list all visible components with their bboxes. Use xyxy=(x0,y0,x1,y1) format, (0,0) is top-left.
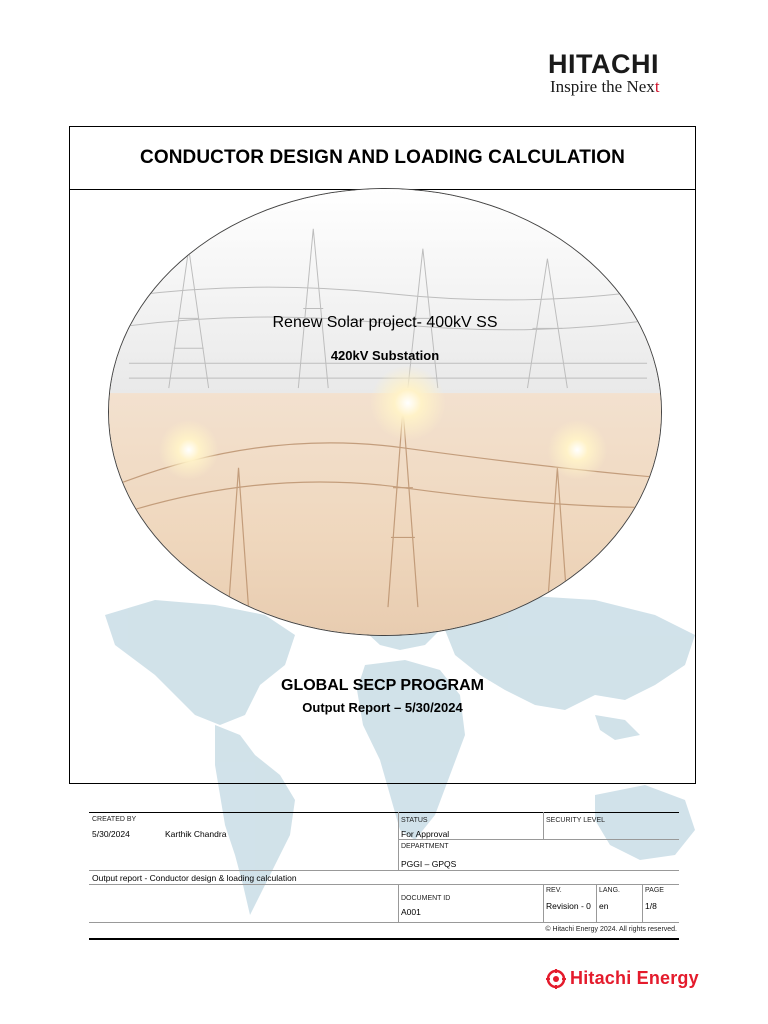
hitachi-brand: HITACHI xyxy=(548,49,659,79)
security-level-label: SECURITY LEVEL xyxy=(546,817,606,824)
tagline-main: Inspire the Nex xyxy=(550,77,655,96)
table-divider xyxy=(596,884,597,922)
table-divider xyxy=(398,812,399,870)
document-id-label: DOCUMENT ID xyxy=(401,895,451,902)
status-label: STATUS xyxy=(401,817,428,824)
page-value: 1/8 xyxy=(645,901,657,911)
table-top-rule xyxy=(89,812,679,813)
page-label: PAGE xyxy=(645,887,664,894)
document-metadata-table xyxy=(89,812,679,940)
document-title: CONDUCTOR DESIGN AND LOADING CALCULATION xyxy=(140,147,625,168)
department-value: PGGI – GPQS xyxy=(401,859,457,869)
table-divider xyxy=(398,884,399,922)
table-bottom-rule xyxy=(89,938,679,940)
substation-photo xyxy=(108,188,662,636)
program-title: GLOBAL SECP PROGRAM xyxy=(281,677,484,694)
document-description: Output report - Conductor design & loading calculation xyxy=(92,873,297,883)
department-label: DEPARTMENT xyxy=(401,843,449,850)
hitachi-logo xyxy=(548,50,698,96)
hitachi-energy-name: Hitachi Energy xyxy=(570,968,699,988)
table-divider xyxy=(89,922,679,923)
substation-illustration xyxy=(109,189,661,635)
created-name: Karthik Chandra xyxy=(165,829,227,839)
lang-label: LANG. xyxy=(599,887,621,894)
created-by-label: CREATED BY xyxy=(92,816,137,823)
tagline-end: t xyxy=(654,77,660,96)
table-divider xyxy=(543,812,544,839)
hitachi-energy-emblem-icon xyxy=(546,969,566,989)
table-divider xyxy=(89,870,679,871)
table-divider xyxy=(399,839,679,840)
table-divider xyxy=(89,884,679,885)
rev-value: Revision - 0 xyxy=(546,901,591,911)
output-report-date: Output Report – 5/30/2024 xyxy=(302,700,463,715)
substation-subtitle: 420kV Substation xyxy=(330,348,440,363)
hitachi-energy-logo xyxy=(546,968,699,989)
table-divider xyxy=(642,884,643,922)
title-band xyxy=(70,127,695,190)
hitachi-tagline xyxy=(550,78,698,96)
status-value: For Approval xyxy=(401,829,450,839)
table-divider xyxy=(543,884,544,922)
created-date: 5/30/2024 xyxy=(92,829,130,839)
lang-value: en xyxy=(599,901,609,911)
document-id-value: A001 xyxy=(401,907,421,917)
project-name: Renew Solar project- 400kV SS xyxy=(272,314,498,331)
copyright-notice: © Hitachi Energy 2024. All rights reserved. xyxy=(545,926,677,933)
rev-label: REV. xyxy=(546,887,562,894)
